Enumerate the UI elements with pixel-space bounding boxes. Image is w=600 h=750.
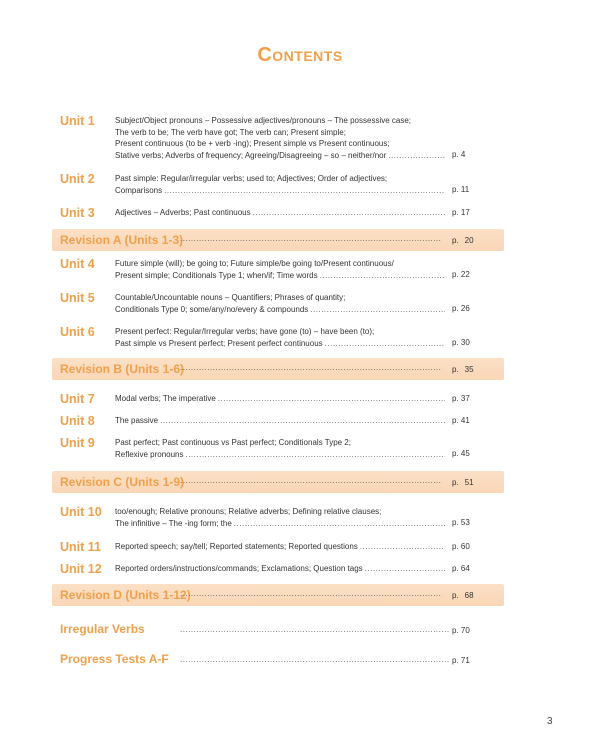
unit-label: Unit 5 bbox=[60, 291, 95, 305]
unit-desc-line: Reflexive pronouns bbox=[115, 449, 184, 459]
section-label: Progress Tests A-F bbox=[60, 652, 169, 666]
page-ref: p. 60 bbox=[452, 542, 470, 551]
unit-desc-line: Conditionals Type 0; some/any/no/every & compounds bbox=[115, 304, 309, 314]
unit-label: Unit 10 bbox=[60, 505, 102, 519]
unit-desc-line: Comparisons bbox=[115, 185, 163, 195]
unit-desc-line: Subject/Object pronouns – Possessive adjectives/pronouns – The possessive case; bbox=[115, 116, 412, 125]
dot-leader bbox=[218, 393, 445, 405]
unit-desc-line: Stative verbs; Adverbs of frequency; Agreeing/Disagreeing – so – neither/nor bbox=[115, 150, 387, 160]
revision-label: Revision C (Units 1-9) bbox=[60, 475, 185, 489]
unit-desc-line: The verb to be; The verb have got; The verb can; Present simple; bbox=[115, 127, 346, 137]
unit-label: Unit 8 bbox=[60, 414, 95, 428]
dot-leader bbox=[180, 476, 442, 485]
page-ref: p. 53 bbox=[452, 518, 470, 527]
page-number: 3 bbox=[547, 716, 553, 727]
dot-leader bbox=[180, 655, 450, 664]
unit-label: Unit 1 bbox=[60, 114, 95, 128]
dot-leader bbox=[388, 150, 445, 162]
unit-label: Unit 4 bbox=[60, 257, 95, 271]
unit-label: Unit 11 bbox=[60, 540, 101, 554]
unit-label: Unit 9 bbox=[60, 436, 95, 450]
unit-label: Unit 2 bbox=[60, 172, 95, 186]
page-ref: p. 26 bbox=[452, 304, 470, 313]
page-ref: p. 11 bbox=[452, 185, 470, 194]
revision-label: Revision B (Units 1-6) bbox=[60, 362, 185, 376]
toc-entry-revision-c[interactable] bbox=[52, 471, 504, 493]
dot-leader bbox=[180, 363, 442, 372]
unit-label: Unit 12 bbox=[60, 562, 102, 576]
page-ref: p. 37 bbox=[452, 394, 470, 403]
unit-desc-line: Past simple vs Present perfect; Present perfect continuous bbox=[115, 338, 323, 348]
unit-desc-line: Reported orders/instructions/commands; Exclamations; Question tags bbox=[115, 564, 363, 573]
dot-leader bbox=[180, 234, 442, 243]
unit-desc-line: Countable/Uncountable nouns – Quantifiers; Phrases of quantity; bbox=[115, 293, 346, 302]
unit-desc-line: The passive bbox=[115, 416, 159, 425]
dot-leader bbox=[180, 625, 450, 634]
unit-desc-line: Future simple (will); be going to; Future simple/be going to/Present continuous/ bbox=[115, 259, 394, 268]
unit-desc-line: Reported speech; say/tell; Reported statements; Reported questions bbox=[115, 542, 358, 551]
dot-leader bbox=[185, 449, 445, 461]
unit-desc-line: Present perfect: Regular/Irregular verbs; have gone (to) – have been (to); bbox=[115, 327, 375, 336]
page-ref: p. 22 bbox=[452, 270, 470, 279]
page-ref: p. 30 bbox=[452, 338, 470, 347]
unit-desc-line: Past perfect; Past continuous vs Past perfect; Conditionals Type 2; bbox=[115, 438, 351, 447]
unit-desc-line: Adjectives – Adverbs; Past continuous bbox=[115, 208, 251, 217]
page-ref: p. 71 bbox=[452, 656, 470, 665]
page-ref: p. 17 bbox=[452, 208, 470, 217]
dot-leader bbox=[160, 415, 445, 427]
page-ref: p. 68 bbox=[452, 591, 474, 600]
page-ref: p. 64 bbox=[452, 564, 470, 573]
revision-label: Revision D (Units 1-12) bbox=[60, 588, 191, 602]
toc-entry-revision-d[interactable] bbox=[52, 584, 504, 606]
dot-leader bbox=[253, 207, 445, 219]
page-ref: p. 35 bbox=[452, 365, 474, 374]
unit-desc-line: too/enough; Relative pronouns; Relative adverbs; Defining relative clauses; bbox=[115, 507, 382, 516]
page-ref: p. 70 bbox=[452, 626, 470, 635]
unit-desc-line: Present simple; Conditionals Type 1; when/if; Time words bbox=[115, 270, 318, 280]
toc-entry-revision-b[interactable] bbox=[52, 358, 504, 380]
page-ref: p. 4 bbox=[452, 150, 466, 159]
page-ref: p. 20 bbox=[452, 236, 474, 245]
dot-leader bbox=[234, 518, 445, 530]
dot-leader bbox=[320, 270, 445, 282]
toc-entry-revision-a[interactable] bbox=[52, 229, 504, 251]
page-ref: p. 45 bbox=[452, 449, 470, 458]
dot-leader bbox=[164, 185, 445, 197]
dot-leader bbox=[360, 541, 445, 553]
unit-desc-line: Modal verbs; The imperative bbox=[115, 394, 216, 403]
unit-label: Unit 3 bbox=[60, 206, 95, 220]
revision-label: Revision A (Units 1-3) bbox=[60, 233, 184, 247]
unit-desc-line: Present continuous (to be + verb -ing); Present simple vs Present continuous; bbox=[115, 139, 390, 148]
unit-desc-line: The infinitive – The -ing form; the bbox=[115, 518, 232, 528]
page-ref: p. 41 bbox=[452, 416, 470, 425]
page-title: Contents bbox=[257, 44, 343, 66]
dot-leader bbox=[180, 589, 442, 598]
dot-leader bbox=[365, 563, 445, 575]
dot-leader bbox=[325, 338, 445, 350]
unit-label: Unit 6 bbox=[60, 325, 95, 339]
unit-label: Unit 7 bbox=[60, 392, 95, 406]
dot-leader bbox=[310, 304, 445, 316]
section-label: Irregular Verbs bbox=[60, 622, 145, 636]
page-ref: p. 51 bbox=[452, 478, 474, 487]
unit-desc-line: Past simple: Regular/irregular verbs; used to; Adjectives; Order of adjectives; bbox=[115, 174, 388, 183]
